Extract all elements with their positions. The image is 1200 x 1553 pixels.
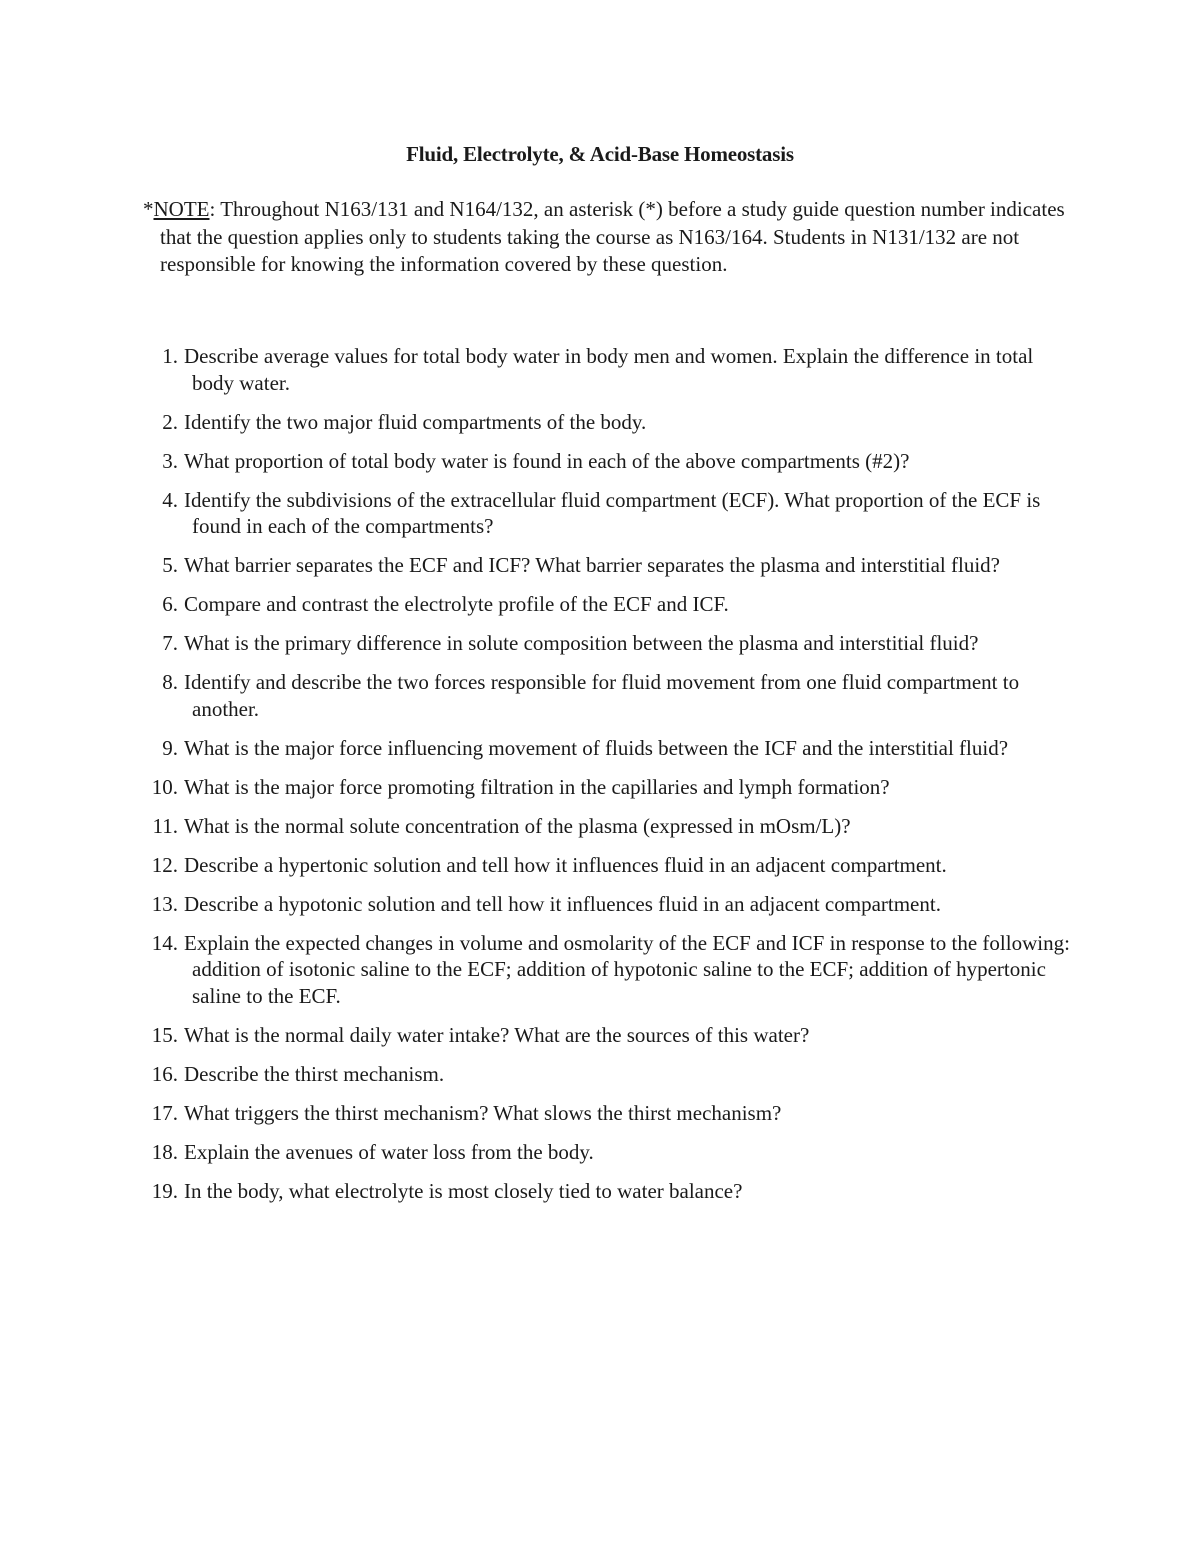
question-text: Identify the two major fluid compartments of the body.: [184, 409, 647, 434]
question-text: Describe the thirst mechanism.: [184, 1061, 445, 1086]
question-item: [140, 343, 1070, 396]
question-text: What is the major force influencing movement of fluids between the ICF and the interstitial fluid?: [184, 735, 1009, 760]
question-text: Explain the expected changes in volume and osmolarity of the ECF and ICF in response to the following: addition of isotonic saline to the ECF; addition of hypotonic saline to the ECF; addition of hypertonic saline to the ECF.: [184, 930, 1070, 1008]
question-item: [140, 891, 1070, 918]
question-item: [140, 669, 1070, 722]
question-text: Describe average values for total body water in body men and women. Explain the difference in total body water.: [184, 344, 1034, 395]
question-number: 19.: [151, 1178, 178, 1203]
note-text: : Throughout N163/131 and N164/132, an asterisk (*) before a study guide question number indicates that the question applies only to students taking the course as N163/164. Students in N131/132 are not responsible for knowing the information covered by these question.: [160, 197, 1065, 276]
question-number: 15.: [151, 1022, 178, 1047]
question-item: [140, 852, 1070, 879]
question-number: 4.: [162, 487, 178, 512]
question-number: 1.: [162, 344, 178, 368]
question-item: [140, 774, 1070, 801]
question-item: [140, 1022, 1070, 1049]
question-item: [140, 1061, 1070, 1088]
question-number: 3.: [162, 448, 178, 473]
question-number: 10.: [151, 774, 178, 799]
question-number: 17.: [151, 1100, 178, 1125]
question-item: [140, 448, 1070, 475]
question-item: [140, 409, 1070, 436]
question-text: Describe a hypertonic solution and tell how it influences fluid in an adjacent compartment.: [184, 852, 947, 877]
question-text: What is the normal solute concentration of the plasma (expressed in mOsm/L)?: [184, 813, 851, 838]
note-asterisk: *: [143, 197, 154, 221]
question-text: What is the major force promoting filtration in the capillaries and lymph formation?: [184, 774, 890, 799]
question-text: Identify the subdivisions of the extracellular fluid compartment (ECF). What proportion of the ECF is found in each of the compartments?: [184, 487, 1041, 538]
question-item: [140, 1178, 1070, 1205]
question-number: 7.: [162, 631, 178, 655]
question-item: [140, 813, 1070, 840]
question-item: [140, 735, 1070, 762]
question-text: What triggers the thirst mechanism? What slows the thirst mechanism?: [184, 1100, 782, 1125]
note-paragraph: [143, 196, 1090, 279]
question-text: Explain the avenues of water loss from the body.: [184, 1139, 594, 1164]
question-text: Describe a hypotonic solution and tell how it influences fluid in an adjacent compartment.: [184, 891, 941, 916]
question-text: Identify and describe the two forces responsible for fluid movement from one fluid compartment to another.: [184, 670, 1020, 721]
question-number: 9.: [162, 735, 178, 760]
question-text: What barrier separates the ECF and ICF? What barrier separates the plasma and interstitial fluid?: [184, 553, 1000, 577]
question-number: 12.: [151, 852, 178, 877]
question-number: 8.: [162, 670, 178, 694]
page-title: Fluid, Electrolyte, & Acid-Base Homeostasis: [406, 142, 794, 166]
question-item: [140, 630, 1070, 657]
question-text: In the body, what electrolyte is most closely tied to water balance?: [184, 1178, 743, 1203]
question-number: 16.: [151, 1061, 178, 1086]
question-number: 18.: [151, 1139, 178, 1164]
question-number: 13.: [151, 891, 178, 916]
question-text: Compare and contrast the electrolyte profile of the ECF and ICF.: [184, 592, 729, 616]
note-label: NOTE: [153, 197, 210, 221]
question-text: What is the primary difference in solute composition between the plasma and interstitial fluid?: [184, 631, 979, 655]
question-list: [140, 343, 1070, 1217]
question-item: [140, 1139, 1070, 1166]
question-item: [140, 1100, 1070, 1127]
question-text: What proportion of total body water is found in each of the above compartments (#2)?: [184, 448, 910, 473]
question-item: [140, 552, 1070, 579]
question-number: 5.: [162, 553, 178, 577]
question-number: 2.: [162, 409, 178, 434]
question-text: What is the normal daily water intake? What are the sources of this water?: [184, 1022, 810, 1047]
question-item: [140, 487, 1070, 540]
question-number: 11.: [152, 813, 178, 838]
question-item: [140, 591, 1070, 618]
question-item: [140, 930, 1070, 1010]
question-number: 14.: [151, 930, 178, 955]
question-number: 6.: [162, 592, 178, 616]
